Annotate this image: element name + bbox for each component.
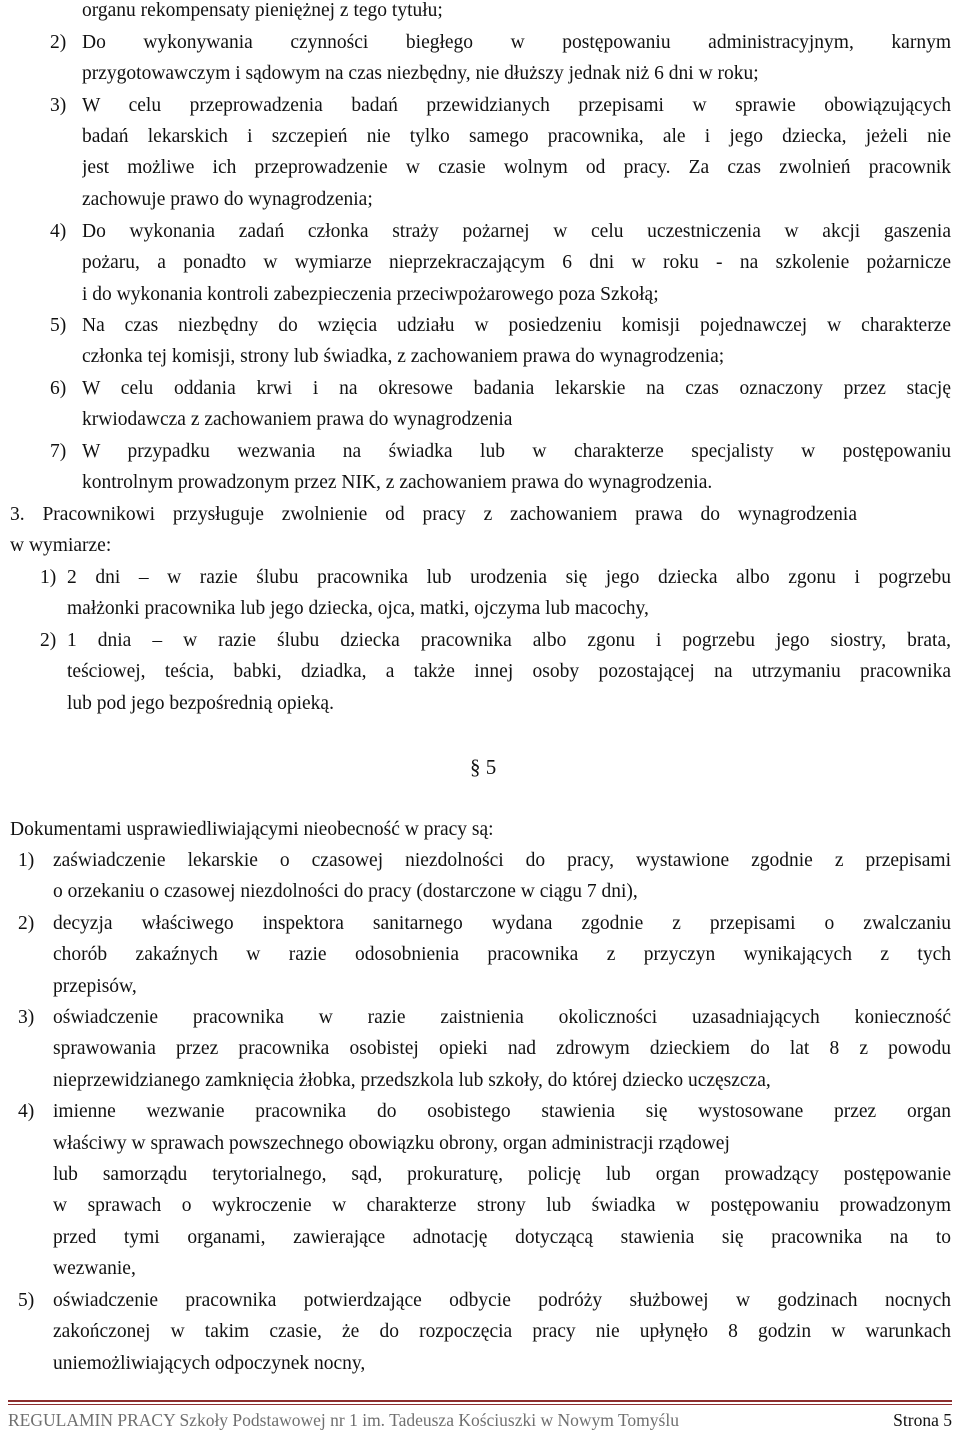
point3-line: 3. Pracownikowi przysługuje zwolnienie od pracy z zachowaniem prawa do wynagrodzenia [10,504,857,525]
point3-line: w wymiarze: [10,535,112,556]
section5-intro: Dokumentami usprawiedliwiającymi nieobecność w pracy są: [10,819,494,840]
doc-item4-line: imienne wezwanie pracownika do osobistego stawienia się wystosowane przez organ [53,1101,951,1122]
doc-item2-line: chorób zakaźnych w razie odosobnienia pracownika z przyczyn wynikających z tych [53,944,951,965]
item3-line: badań lekarskich i szczepień nie tylko samego pracownika, ale i jego dziecka, jeżeli nie [82,126,951,147]
item6-line: W celu oddania krwi i na okresowe badania lekarskie na czas oznaczony przez stację [82,378,951,399]
item1-tail-line: organu rekompensaty pieniężnej z tego tytułu; [82,0,443,21]
doc-item1-number: 1) [18,850,35,871]
item4-line: pożaru, a ponadto w wymiarze nieprzekraczającym 6 dni w roku - na szkolenie pożarnicze [82,252,951,273]
footer-document-title: REGULAMIN PRACY Szkoły Podstawowej nr 1 im. Tadeusza Kościuszki w Nowym Tomyślu [8,1410,679,1430]
doc-item1-line: o orzekaniu o czasowej niezdolności do pracy (dostarczone w ciągu 7 dni), [53,881,638,902]
item7-line: kontrolnym prowadzonym przez NIK, z zachowaniem prawa do wynagrodzenia. [82,472,713,493]
doc-item1-line: zaświadczenie lekarskie o czasowej niezdolności do pracy, wystawione zgodnie z przepisami [53,850,951,871]
doc-item5-line: oświadczenie pracownika potwierdzające odbycie podróży służbowej w godzinach nocnych [53,1290,951,1311]
item6-number: 6) [50,378,67,399]
footer-page-number: Strona 5 [893,1410,952,1430]
item4-line: Do wykonania zadań członka straży pożarnej w celu uczestniczenia w akcji gaszenia [82,221,951,242]
doc-item2-number: 2) [18,913,35,934]
doc-item4-line: w sprawach o wykroczenie w charakterze strony lub świadka w postępowaniu prowadzonym [53,1195,951,1216]
item3-line: jest możliwe ich przeprowadzenie w czasie wolnym od pracy. Za czas zwolnień pracownik [82,157,951,178]
doc-item3-line: oświadczenie pracownika w razie zaistnienia okoliczności uzasadniających konieczność [53,1007,951,1028]
point3-sub1-line: 2 dni – w razie ślubu pracownika lub urodzenia się jego dziecka albo zgonu i pogrzebu [67,567,951,588]
item4-number: 4) [50,221,67,242]
item2-number: 2) [50,32,67,53]
doc-item4-line: właściwy w sprawach powszechnego obowiązku obrony, organ administracji rządowej [53,1133,730,1154]
footer-rule-thin [8,1404,952,1405]
point3-sub1-number: 1) [40,567,57,588]
point3-sub2-line: teściowej, teścia, babki, dziadka, a także innej osoby pozostającej na utrzymaniu pracownika [67,661,951,682]
doc-item5-number: 5) [18,1290,35,1311]
item5-line: członka tej komisji, strony lub świadka, z zachowaniem prawa do wynagrodzenia; [82,346,725,367]
doc-item3-line: nieprzewidzianego zamknięcia żłobka, przedszkola lub szkoły, do której dziecko uczęszcza, [53,1070,771,1091]
point3-sub1-line: małżonki pracownika lub jego dziecka, ojca, matki, ojczyma lub macochy, [67,598,649,619]
doc-item3-number: 3) [18,1007,35,1028]
doc-item4-line: przed tymi organami, zawierające adnotację dotyczącą stawienia się pracownika na to [53,1227,951,1248]
item2-line: przygotowawczym i sądowym na czas niezbędny, nie dłuższy jednak niż 6 dni w roku; [82,63,759,84]
item3-number: 3) [50,95,67,116]
item7-number: 7) [50,441,67,462]
point3-sub2-line: 1 dnia – w razie ślubu dziecka pracownika albo zgonu i pogrzebu jego siostry, brata, [67,630,951,651]
item3-line: W celu przeprowadzenia badań przewidzianych przepisami w sprawie obowiązujących [82,95,951,116]
doc-item5-line: zakończonej w takim czasie, że do rozpoczęcia pracy nie upłynęło 8 godzin w warunkach [53,1321,951,1342]
item7-line: W przypadku wezwania na świadka lub w charakterze specjalisty w postępowaniu [82,441,951,462]
item5-line: Na czas niezbędny do wzięcia udziału w posiedzeniu komisji pojednawczej w charakterze [82,315,951,336]
doc-item4-number: 4) [18,1101,35,1122]
doc-item4-line: lub samorządu terytorialnego, sąd, prokuraturę, policję lub organ prowadzący postępowanie [53,1164,951,1185]
doc-item4-line: wezwanie, [53,1258,136,1279]
doc-item2-line: decyzja właściwego inspektora sanitarnego wydana zgodnie z przepisami o zwalczaniu [53,913,951,934]
point3-sub2-line: lub pod jego bezpośrednią opieką. [67,693,334,714]
item6-line: krwiodawcza z zachowaniem prawa do wynagrodzenia [82,409,513,430]
doc-item2-line: przepisów, [53,976,137,997]
item2-line: Do wykonywania czynności biegłego w postępowaniu administracyjnym, karnym [82,32,951,53]
item3-line: zachowuje prawo do wynagrodzenia; [82,189,373,210]
doc-item5-line: uniemożliwiających odpoczynek nocny, [53,1353,366,1374]
section-5-heading: § 5 [470,755,497,779]
item5-number: 5) [50,315,67,336]
footer-rule [8,1400,952,1402]
item4-line: i do wykonania kontroli zabezpieczenia przeciwpożarowego poza Szkołą; [82,284,659,305]
doc-item3-line: sprawowania przez pracownika osobistej opieki nad zdrowym dzieckiem do lat 8 z powodu [53,1038,951,1059]
point3-sub2-number: 2) [40,630,57,651]
